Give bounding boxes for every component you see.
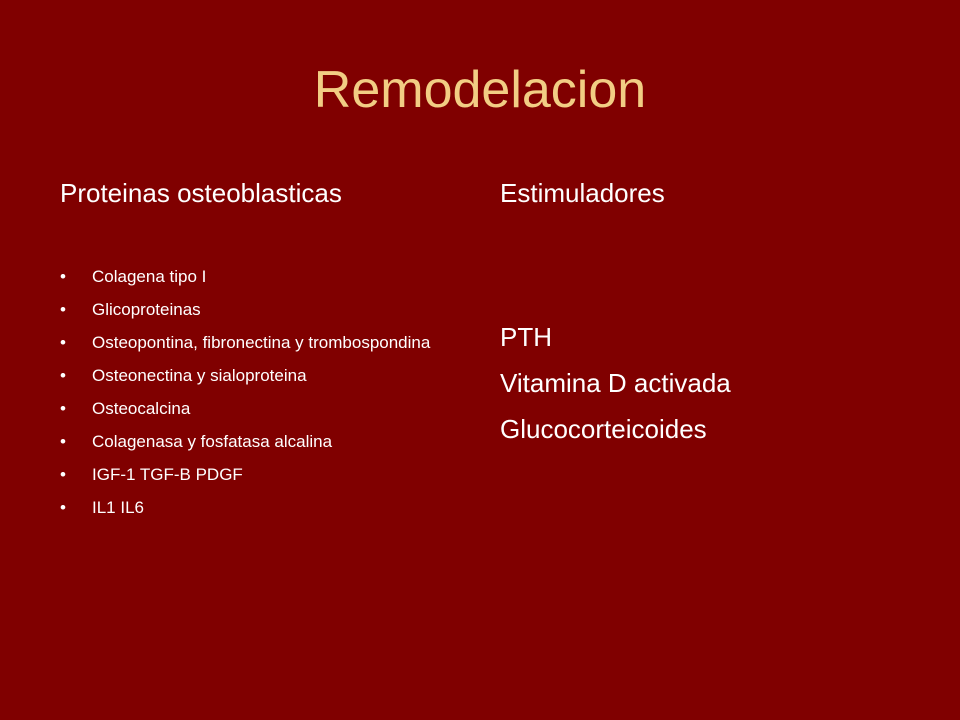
list-item-text: Glicoproteinas [92, 300, 201, 319]
bullet-icon: • [60, 267, 66, 286]
slide-title: Remodelacion [313, 61, 647, 119]
list-item-text: Osteonectina y sialoproteina [92, 366, 307, 385]
bullet-icon: • [60, 432, 66, 451]
list-item [60, 497, 440, 519]
list-item-text: Colagena tipo I [92, 267, 207, 286]
list-item [60, 398, 440, 420]
list-item [60, 266, 440, 288]
list-item-text: Osteopontina, fibronectina y trombospondina [92, 333, 431, 352]
list-item-text: IL1 IL6 [92, 498, 144, 517]
list-item-text: Osteocalcina [92, 399, 191, 418]
list-item [60, 332, 440, 354]
right-column-heading: Estimuladores [500, 178, 665, 208]
list-item-text: IGF-1 TGF-B PDGF [92, 465, 243, 484]
osteoblastic-proteins-list [60, 266, 440, 530]
bullet-icon: • [60, 465, 66, 484]
bullet-icon: • [60, 300, 66, 319]
list-item-text: Colagenasa y fosfatasa alcalina [92, 432, 333, 451]
list-item [60, 299, 440, 321]
list-item [60, 431, 440, 453]
bullet-icon: • [60, 498, 66, 517]
list-item: Vitamina D activada [500, 368, 731, 398]
list-item [60, 365, 440, 387]
stimulators-list [500, 314, 731, 452]
list-item: Glucocorteicoides [500, 414, 707, 444]
bullet-icon: • [60, 333, 66, 352]
left-column-heading: Proteinas osteoblasticas [60, 178, 342, 208]
list-item: PTH [500, 322, 552, 352]
bullet-icon: • [60, 366, 66, 385]
list-item [60, 464, 440, 486]
bullet-icon: • [60, 399, 66, 418]
